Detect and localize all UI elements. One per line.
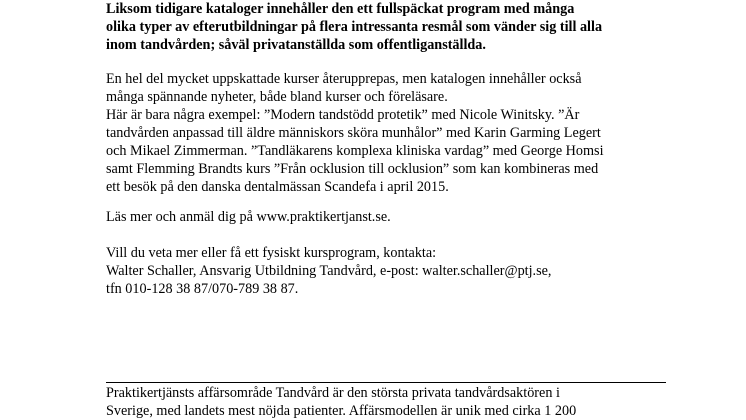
intro-paragraph	[106, 0, 666, 54]
paragraph-line: Här är bara några exempel: ”Modern tandstödd protetik” med Nicole Winitsky. ”Är	[106, 107, 580, 123]
paragraph-courses	[106, 70, 666, 196]
footer-divider	[106, 382, 666, 383]
paragraph-line: En hel del mycket uppskattade kurser återupprepas, men katalogen innehåller också	[106, 71, 582, 87]
paragraph-website	[106, 208, 666, 226]
contact-line: Vill du veta mer eller få ett fysiskt kursprogram, kontakta:	[106, 245, 437, 261]
website-line: Läs mer och anmäl dig på www.praktikertjanst.se.	[106, 209, 391, 225]
footer-line: Praktikertjänsts affärsområde Tandvård är den största privata tandvårdsaktören i	[106, 385, 560, 401]
intro-line: inom tandvården; såväl privatanställda som offentliganställda.	[106, 37, 486, 53]
paragraph-line: samt Flemming Brandts kurs ”Från ocklusion till ocklusion” som kan kombineras med	[106, 161, 599, 177]
footer-paragraph	[106, 384, 666, 420]
contact-line: tfn 010-128 38 87/070-789 38 87.	[106, 281, 299, 297]
paragraph-line: tandvården anpassad till äldre människors sköra munhålor” med Karin Garming Legert	[106, 125, 601, 141]
contact-paragraph	[106, 244, 666, 298]
paragraph-line: och Mikael Zimmerman. ”Tandläkarens komplexa kliniska vardag” med George Homsi	[106, 143, 604, 159]
paragraph-line: många spännande nyheter, både bland kurser och föreläsare.	[106, 89, 448, 105]
contact-line: Walter Schaller, Ansvarig Utbildning Tandvård, e-post: walter.schaller@ptj.se,	[106, 263, 552, 279]
intro-line: Liksom tidigare kataloger innehåller den ett fullspäckat program med många	[106, 1, 575, 17]
intro-line: olika typer av efterutbildningar på flera intressanta resmål som vänder sig till alla	[106, 19, 603, 35]
footer-line: Sverige, med landets mest nöjda patienter. Affärsmodellen är unik med cirka 1 200	[106, 403, 577, 419]
paragraph-line: ett besök på den danska dentalmässan Scandefa i april 2015.	[106, 179, 449, 195]
